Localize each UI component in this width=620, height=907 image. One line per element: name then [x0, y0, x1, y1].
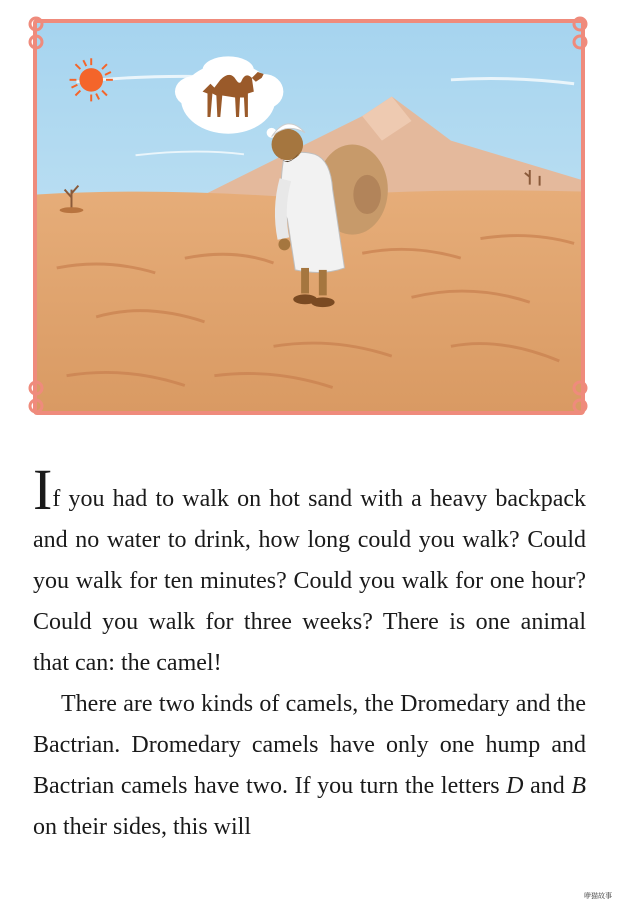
illustration-frame — [33, 19, 585, 415]
paragraph-2-and: and — [523, 773, 572, 799]
corner-ornament — [26, 378, 46, 416]
paragraph-1 — [33, 457, 586, 684]
paragraph-2 — [33, 684, 586, 848]
letter-d: D — [506, 773, 524, 799]
desert-illustration — [37, 23, 581, 411]
watermark: 咿猫故事 — [584, 892, 612, 900]
corner-ornament — [570, 378, 590, 416]
sun-icon — [70, 58, 113, 101]
drop-cap: I — [33, 457, 53, 522]
corner-ornament — [26, 14, 46, 52]
paragraph-2-text: There are two kinds of camels, the Dromedary and the Bactrian. Dromedary camels have only one hump and Bactrian camels have two. If you turn the letters — [33, 691, 586, 799]
corner-ornament — [570, 14, 590, 52]
paragraph-1-text: f you had to walk on hot sand with a heavy backpack and no water to drink, how long could you walk? Could you walk for ten minutes? Could you walk for one hour? Could you walk for three weeks? There is one animal that can: the camel! — [33, 486, 586, 676]
story-text — [33, 457, 587, 848]
letter-b: B — [571, 773, 587, 799]
paragraph-2-end: on their sides, this will — [33, 814, 251, 840]
